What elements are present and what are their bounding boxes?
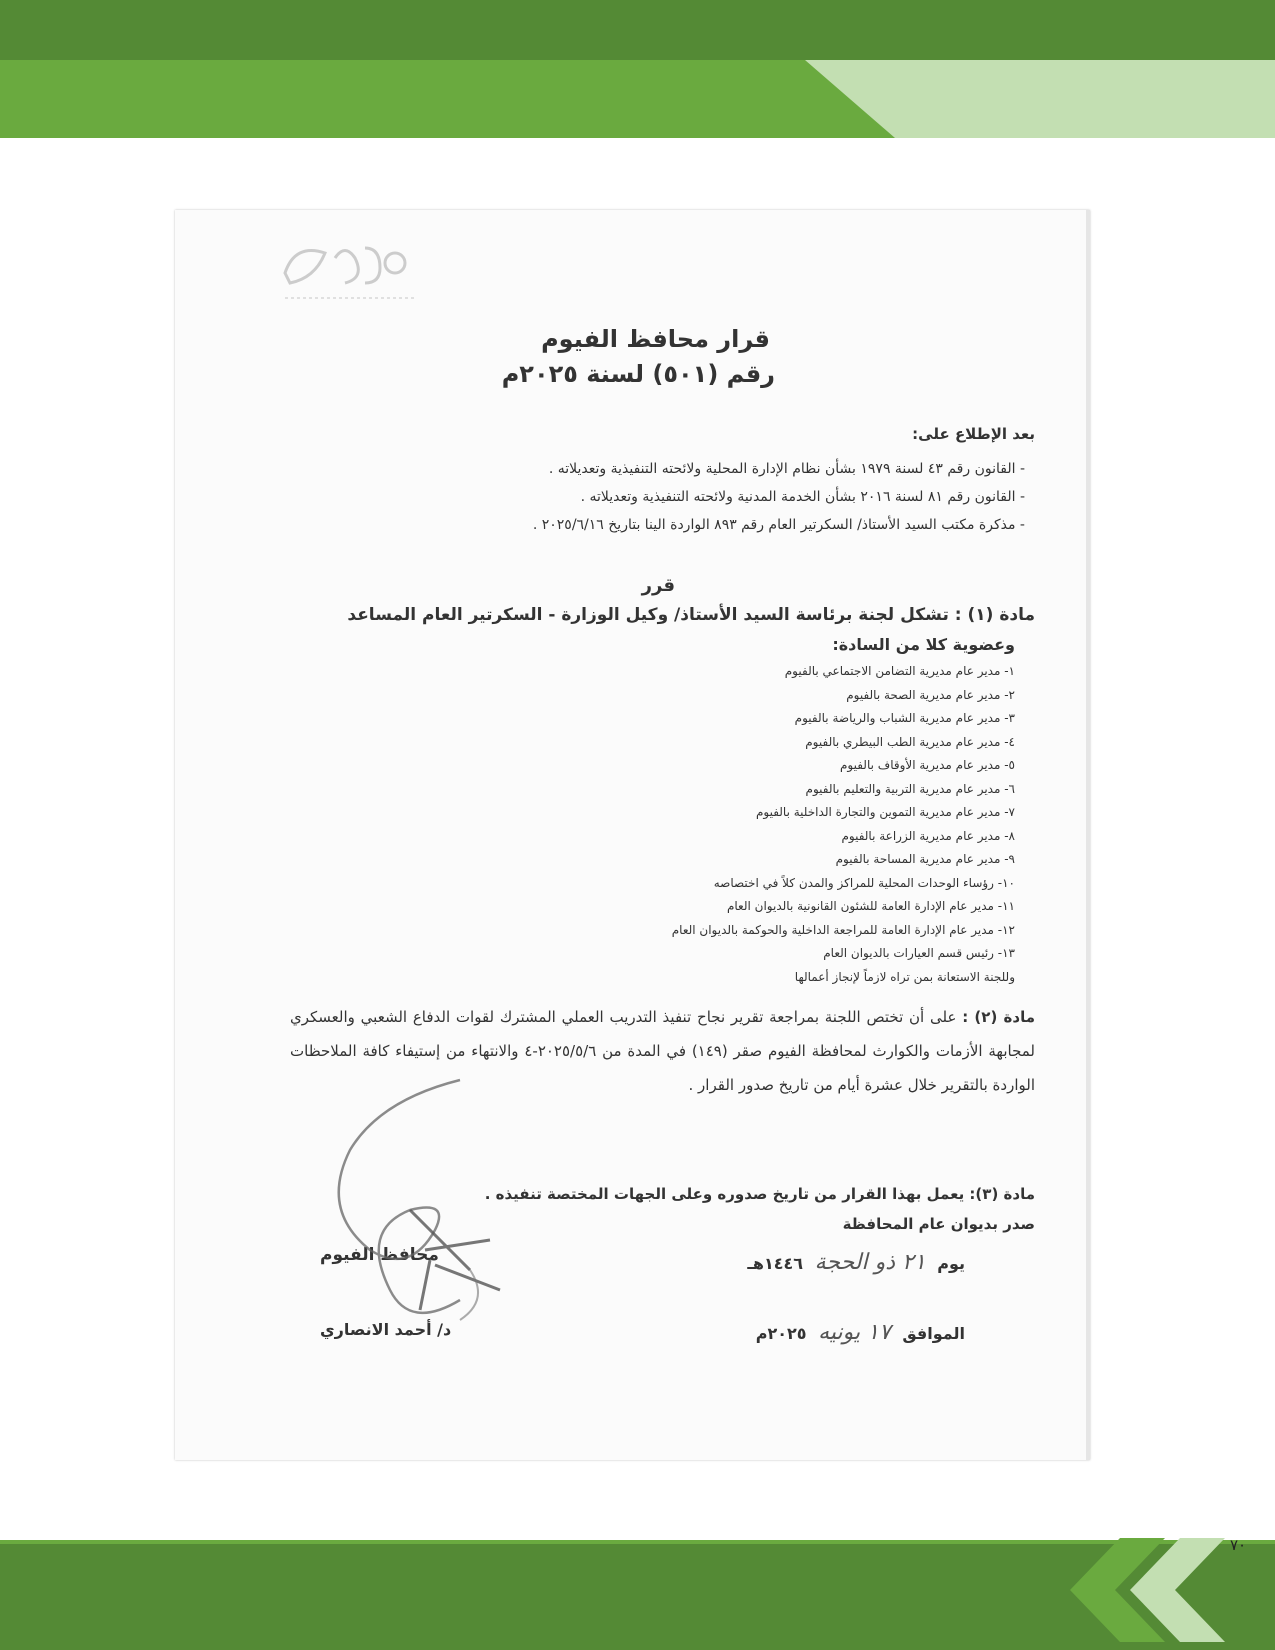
day-label: يوم <box>937 1254 965 1273</box>
member-item: ٤- مدير عام مديرية الطب البيطري بالفيوم <box>805 734 1015 749</box>
page-number: ٧٠ <box>1230 1536 1247 1554</box>
committee-members <box>672 660 1015 989</box>
hijri-handwritten-date: ٢١ ذو الحجة <box>814 1250 926 1275</box>
handwritten-signature-icon <box>260 1060 590 1390</box>
article-1-continuation: وعضوية كلا من السادة: <box>832 635 1015 654</box>
member-item: ٦- مدير عام مديرية التربية والتعليم بالفيوم <box>805 781 1015 796</box>
hijri-date <box>747 1250 965 1275</box>
member-item: ٩- مدير عام مديرية المساحة بالفيوم <box>835 852 1015 866</box>
member-item: ٣- مدير عام مديرية الشباب والرياضة بالفيوم <box>794 711 1015 725</box>
legal-references <box>533 455 1025 539</box>
member-item: وللجنة الاستعانة بمن تراه لازماً لإنجاز أعمالها <box>794 969 1015 984</box>
reference-item: - مذكرة مكتب السيد الأستاذ/ السكرتير العام رقم ٨٩٣ الواردة الينا بتاريخ ٢٠٢٥/٦/١٦ . <box>532 517 1025 533</box>
decided-heading: قرر <box>641 575 675 596</box>
gregorian-handwritten-date: ١٧ يونيه <box>818 1320 891 1345</box>
article-2-label: مادة (٢) : <box>962 1008 1035 1026</box>
member-item: ١٢- مدير عام الإدارة العامة للمراجعة الداخلية والحوكمة بالديوان العام <box>671 922 1015 937</box>
member-item: ٢- مدير عام مديرية الصحة بالفيوم <box>846 687 1015 702</box>
header-band-mid <box>0 60 895 138</box>
member-item: ٨- مدير عام مديرية الزراعة بالفيوم <box>841 828 1015 843</box>
article-1: مادة (١) : تشكل لجنة برئاسة السيد الأستاذ/ وكيل الوزارة - السكرتير العام المساعد <box>347 605 1035 625</box>
after-review-heading: بعد الإطلاع على: <box>912 425 1035 443</box>
gregorian-year: ٢٠٢٥م <box>755 1324 807 1343</box>
hijri-year: ١٤٤٦هـ <box>747 1254 804 1273</box>
member-item: ٥- مدير عام مديرية الأوقاف بالفيوم <box>839 758 1015 772</box>
reference-item: - القانون رقم ٤٣ لسنة ١٩٧٩ بشأن نظام الإدارة المحلية ولائحته التنفيذية وتعديلاته . <box>548 461 1025 477</box>
article-3: مادة (٣): يعمل بهذا القرار من تاريخ صدوره وعلى الجهات المختصة تنفيذه . <box>484 1185 1035 1203</box>
issued-at: صدر بديوان عام المحافظة <box>842 1215 1035 1233</box>
signatory-name: د/ أحمد الانصاري <box>320 1320 452 1339</box>
member-item: ١١- مدير عام الإدارة العامة للشئون القانونية بالديوان العام <box>726 899 1015 913</box>
member-item: ٧- مدير عام مديرية التموين والتجارة الداخلية بالفيوم <box>755 805 1015 819</box>
reference-item: - القانون رقم ٨١ لسنة ٢٠١٦ بشأن الخدمة المدنية ولائحته التنفيذية وتعديلاته . <box>580 489 1025 505</box>
decree-title: قرار محافظ الفيوم <box>541 325 770 353</box>
article-2-text: على أن تختص اللجنة بمراجعة تقرير نجاح تنفيذ التدريب العملي المشترك لقوات الدفاع الشعبي والعسكري لمجابهة الأزمات والكوارث لمحافظة الفيوم صقر (١٤٩) في المدة من ٢٠٢٥/٥/٦-٤ والانتهاء من إستيفاء كافة الملاحظات الواردة بالتقرير خلال عشرة أيام من تاريخ صدور القرار . <box>290 1008 1035 1094</box>
member-item: ١٠- رؤساء الوحدات المحلية للمراكز والمدن كلاً في اختصاصه <box>713 875 1015 890</box>
signatory-title: محافظ الفيوم <box>320 1245 439 1265</box>
governorate-logo-icon <box>275 228 425 318</box>
member-item: ١- مدير عام مديرية التضامن الاجتماعي بالفيوم <box>784 664 1015 678</box>
scanned-decree <box>175 210 1090 1460</box>
corresponding-label: الموافق <box>902 1324 965 1343</box>
gregorian-date <box>756 1320 965 1345</box>
member-item: ١٣- رئيس قسم العيارات بالديوان العام <box>823 946 1015 960</box>
scan-edge <box>1086 210 1090 1460</box>
header-band-dark <box>0 0 1275 60</box>
decree-number: رقم (٥٠١) لسنة ٢٠٢٥م <box>501 360 775 388</box>
